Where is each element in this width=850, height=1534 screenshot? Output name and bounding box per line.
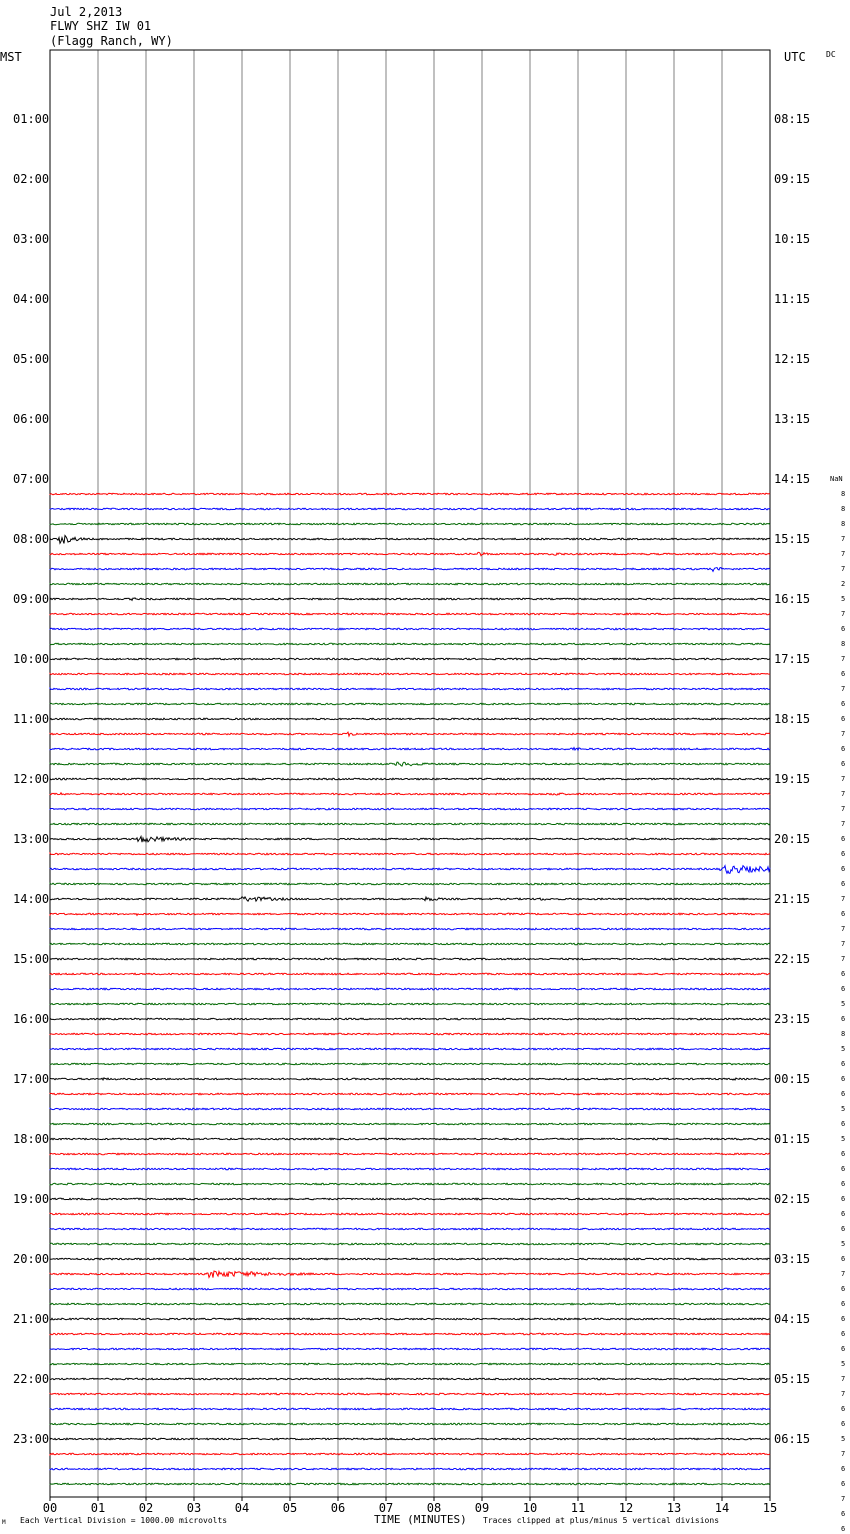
nan-tag: NaN xyxy=(830,475,843,483)
left-hour-label: 17:00 xyxy=(13,1072,50,1086)
x-tick-label: 04 xyxy=(234,1501,250,1515)
x-tick-label: 08 xyxy=(426,1501,442,1515)
left-hour-label: 11:00 xyxy=(13,712,50,726)
left-hour-label: 18:00 xyxy=(13,1132,50,1146)
trace-row-56 xyxy=(50,897,770,901)
left-hour-label: 10:00 xyxy=(13,652,50,666)
trace-row-61 xyxy=(50,973,770,975)
trace-row-38 xyxy=(50,628,770,630)
x-tick-label: 03 xyxy=(186,1501,202,1515)
clip-note: Traces clipped at plus/minus 5 vertical divisions xyxy=(483,1516,720,1525)
trace-row-79 xyxy=(50,1243,770,1245)
record-date: Jul 2,2013 xyxy=(50,5,123,19)
trace-row-65 xyxy=(50,1033,770,1035)
trace-row-92 xyxy=(50,1438,770,1440)
left-hour-label: 04:00 xyxy=(13,292,50,306)
trace-row-53 xyxy=(50,853,770,855)
right-hour-label: 04:15 xyxy=(774,1312,811,1326)
row-value: 6 xyxy=(841,1150,846,1158)
trace-row-32 xyxy=(50,535,770,543)
right-hour-label: 18:15 xyxy=(774,712,811,726)
x-tick-label: 11 xyxy=(570,1501,586,1515)
trace-row-45 xyxy=(50,732,770,736)
row-value: 8 xyxy=(841,490,846,498)
row-value: 6 xyxy=(841,865,846,873)
row-value: 7 xyxy=(841,1450,846,1458)
row-value: 6 xyxy=(841,985,846,993)
right-hour-label: 08:15 xyxy=(774,112,811,126)
left-hour-label: 15:00 xyxy=(13,952,50,966)
trace-row-81 xyxy=(50,1271,770,1278)
left-hour-labels xyxy=(13,112,49,1446)
trace-row-89 xyxy=(50,1393,770,1395)
row-value: 7 xyxy=(841,1495,846,1503)
trace-row-41 xyxy=(50,673,770,675)
row-value: 6 xyxy=(841,880,846,888)
row-value: 6 xyxy=(841,1180,846,1188)
left-hour-label: 20:00 xyxy=(13,1252,50,1266)
right-hour-label: 15:15 xyxy=(774,532,811,546)
scale-note: Each Vertical Division = 1000.00 microvolts xyxy=(20,1516,228,1525)
footer-corner-mark: M xyxy=(2,1519,6,1526)
row-value: 7 xyxy=(841,1270,846,1278)
trace-row-43 xyxy=(50,703,770,705)
row-value: 6 xyxy=(841,1255,846,1263)
row-value: 6 xyxy=(841,1405,846,1413)
row-value: 7 xyxy=(841,550,846,558)
plot-frame xyxy=(50,50,770,1497)
trace-row-60 xyxy=(50,958,770,960)
trace-row-54 xyxy=(50,866,770,874)
row-value: 7 xyxy=(841,535,846,543)
row-value: 5 xyxy=(841,1045,846,1053)
left-hour-label: 06:00 xyxy=(13,412,50,426)
trace-row-94 xyxy=(50,1468,770,1470)
left-hour-label: 08:00 xyxy=(13,532,50,546)
station-code: FLWY SHZ IW 01 xyxy=(50,19,152,33)
right-hour-label: 00:15 xyxy=(774,1072,811,1086)
left-hour-label: 22:00 xyxy=(13,1372,50,1386)
row-value: 6 xyxy=(841,1300,846,1308)
right-hour-label: 21:15 xyxy=(774,892,811,906)
row-value: 5 xyxy=(841,1105,846,1113)
trace-row-36 xyxy=(50,598,770,600)
trace-row-68 xyxy=(50,1078,770,1080)
x-tick-label: 05 xyxy=(282,1501,298,1515)
row-value: 6 xyxy=(841,1210,846,1218)
right-hour-label: 12:15 xyxy=(774,352,811,366)
trace-row-57 xyxy=(50,913,770,915)
x-tick-label: 02 xyxy=(138,1501,154,1515)
row-value: 5 xyxy=(841,1135,846,1143)
row-value: 6 xyxy=(841,1480,846,1488)
row-value: 6 xyxy=(841,745,846,753)
x-tick-label: 13 xyxy=(666,1501,682,1515)
x-tick-label: 01 xyxy=(90,1501,106,1515)
left-hour-label: 07:00 xyxy=(13,472,50,486)
trace-row-73 xyxy=(50,1153,770,1155)
left-hour-label: 21:00 xyxy=(13,1312,50,1326)
row-value: 7 xyxy=(841,730,846,738)
seismic-traces xyxy=(50,493,770,1485)
trace-row-59 xyxy=(50,943,770,945)
trace-row-93 xyxy=(50,1453,770,1455)
row-value: 6 xyxy=(841,1090,846,1098)
row-value: 7 xyxy=(841,790,846,798)
row-value: 6 xyxy=(841,1195,846,1203)
right-hour-label: 19:15 xyxy=(774,772,811,786)
row-value: 7 xyxy=(841,655,846,663)
right-hour-label: 22:15 xyxy=(774,952,811,966)
row-value: 7 xyxy=(841,940,846,948)
row-value: 6 xyxy=(841,625,846,633)
row-value: 5 xyxy=(841,595,846,603)
left-hour-label: 12:00 xyxy=(13,772,50,786)
trace-row-63 xyxy=(50,1003,770,1005)
left-hour-label: 03:00 xyxy=(13,232,50,246)
row-value: 6 xyxy=(841,1015,846,1023)
row-value: 7 xyxy=(841,925,846,933)
row-value: 6 xyxy=(841,1120,846,1128)
right-hour-label: 16:15 xyxy=(774,592,811,606)
row-value: 6 xyxy=(841,1225,846,1233)
row-value: 5 xyxy=(841,1240,846,1248)
x-tick-label: 12 xyxy=(618,1501,634,1515)
trace-row-71 xyxy=(50,1123,770,1125)
right-hour-label: 10:15 xyxy=(774,232,811,246)
trace-row-75 xyxy=(50,1183,770,1185)
trace-row-84 xyxy=(50,1318,770,1320)
row-value: 7 xyxy=(841,685,846,693)
trace-row-46 xyxy=(50,748,770,751)
trace-row-48 xyxy=(50,778,770,780)
right-row-values xyxy=(841,490,845,1534)
trace-row-49 xyxy=(50,793,770,795)
left-hour-label: 05:00 xyxy=(13,352,50,366)
row-value: 7 xyxy=(841,1375,846,1383)
row-value: 6 xyxy=(841,1165,846,1173)
row-value: 7 xyxy=(841,1390,846,1398)
trace-row-67 xyxy=(50,1063,770,1065)
trace-row-74 xyxy=(50,1168,770,1170)
right-hour-label: 02:15 xyxy=(774,1192,811,1206)
minute-gridlines xyxy=(98,50,722,1497)
row-value: 6 xyxy=(841,970,846,978)
title-block xyxy=(50,5,173,48)
row-value: 8 xyxy=(841,520,846,528)
x-tick-label: 06 xyxy=(330,1501,346,1515)
row-value: 7 xyxy=(841,610,846,618)
row-value: 5 xyxy=(841,1435,846,1443)
x-tick-label: 10 xyxy=(522,1501,538,1515)
trace-row-87 xyxy=(50,1363,770,1365)
row-value: 6 xyxy=(841,670,846,678)
left-hour-label: 13:00 xyxy=(13,832,50,846)
right-hour-label: 11:15 xyxy=(774,292,811,306)
row-value: 6 xyxy=(841,1465,846,1473)
x-tick-label: 09 xyxy=(474,1501,490,1515)
right-hour-label: 05:15 xyxy=(774,1372,811,1386)
trace-row-44 xyxy=(50,718,770,720)
row-value: 6 xyxy=(841,1285,846,1293)
x-tick-label: 14 xyxy=(714,1501,730,1515)
right-hour-label: 14:15 xyxy=(774,472,811,486)
row-value: 6 xyxy=(841,1330,846,1338)
right-hour-label: 09:15 xyxy=(774,172,811,186)
right-hour-label: 03:15 xyxy=(774,1252,811,1266)
right-hour-label: 23:15 xyxy=(774,1012,811,1026)
trace-row-86 xyxy=(50,1348,770,1350)
trace-row-29 xyxy=(50,493,770,495)
trace-row-42 xyxy=(50,688,770,690)
row-value: 6 xyxy=(841,760,846,768)
trace-row-80 xyxy=(50,1258,770,1260)
trace-row-40 xyxy=(50,658,770,660)
trace-row-76 xyxy=(50,1198,770,1200)
trace-row-62 xyxy=(50,988,770,990)
left-hour-label: 16:00 xyxy=(13,1012,50,1026)
trace-row-30 xyxy=(50,508,770,510)
station-location: (Flagg Ranch, WY) xyxy=(50,34,173,48)
dc-tag: DC xyxy=(826,50,836,59)
row-value: 6 xyxy=(841,850,846,858)
trace-row-34 xyxy=(50,568,770,572)
trace-row-55 xyxy=(50,883,770,885)
row-value: 6 xyxy=(841,1075,846,1083)
trace-row-88 xyxy=(50,1378,770,1380)
x-tick-label: 07 xyxy=(378,1501,394,1515)
row-value: 7 xyxy=(841,775,846,783)
row-value: 6 xyxy=(841,1510,846,1518)
trace-row-52 xyxy=(50,836,770,842)
row-value: 6 xyxy=(841,1525,846,1533)
trace-row-50 xyxy=(50,808,770,810)
right-hour-label: 06:15 xyxy=(774,1432,811,1446)
trace-row-72 xyxy=(50,1138,770,1140)
row-value: 5 xyxy=(841,1000,846,1008)
row-value: 7 xyxy=(841,955,846,963)
trace-row-70 xyxy=(50,1108,770,1110)
left-hour-label: 09:00 xyxy=(13,592,50,606)
left-timezone-label: MST xyxy=(0,50,22,64)
left-hour-label: 01:00 xyxy=(13,112,50,126)
row-value: 6 xyxy=(841,835,846,843)
trace-row-58 xyxy=(50,928,770,930)
trace-row-47 xyxy=(50,762,770,766)
row-value: 7 xyxy=(841,565,846,573)
x-tick-label: 00 xyxy=(42,1501,58,1515)
left-hour-label: 14:00 xyxy=(13,892,50,906)
row-value: 6 xyxy=(841,700,846,708)
trace-row-69 xyxy=(50,1093,770,1095)
row-value: 7 xyxy=(841,805,846,813)
row-value: 6 xyxy=(841,910,846,918)
row-value: 8 xyxy=(841,1030,846,1038)
row-value: 5 xyxy=(841,1360,846,1368)
trace-row-33 xyxy=(50,552,770,555)
right-hour-label: 01:15 xyxy=(774,1132,811,1146)
trace-row-91 xyxy=(50,1423,770,1425)
trace-row-85 xyxy=(50,1333,770,1335)
trace-row-66 xyxy=(50,1048,770,1050)
x-axis-title: TIME (MINUTES) xyxy=(374,1513,467,1526)
left-hour-label: 23:00 xyxy=(13,1432,50,1446)
row-value: 2 xyxy=(841,580,846,588)
right-hour-label: 17:15 xyxy=(774,652,811,666)
trace-row-31 xyxy=(50,523,770,525)
right-hour-label: 13:15 xyxy=(774,412,811,426)
row-value: 7 xyxy=(841,895,846,903)
row-value: 6 xyxy=(841,1315,846,1323)
trace-row-77 xyxy=(50,1213,770,1215)
trace-row-64 xyxy=(50,1018,770,1020)
row-value: 8 xyxy=(841,505,846,513)
row-value: 7 xyxy=(841,820,846,828)
row-value: 8 xyxy=(841,640,846,648)
row-value: 6 xyxy=(841,715,846,723)
x-tick-label: 15 xyxy=(762,1501,778,1515)
trace-row-39 xyxy=(50,643,770,645)
right-hour-label: 20:15 xyxy=(774,832,811,846)
row-value: 6 xyxy=(841,1060,846,1068)
trace-row-83 xyxy=(50,1303,770,1305)
left-hour-label: 02:00 xyxy=(13,172,50,186)
left-hour-label: 19:00 xyxy=(13,1192,50,1206)
trace-row-90 xyxy=(50,1408,770,1410)
trace-row-78 xyxy=(50,1228,770,1230)
trace-row-82 xyxy=(50,1288,770,1290)
right-hour-labels xyxy=(774,112,810,1446)
right-timezone-label: UTC xyxy=(784,50,806,64)
trace-row-35 xyxy=(50,583,770,585)
trace-row-37 xyxy=(50,613,770,615)
trace-row-95 xyxy=(50,1483,770,1485)
row-value: 6 xyxy=(841,1345,846,1353)
trace-row-51 xyxy=(50,823,770,825)
row-value: 6 xyxy=(841,1420,846,1428)
